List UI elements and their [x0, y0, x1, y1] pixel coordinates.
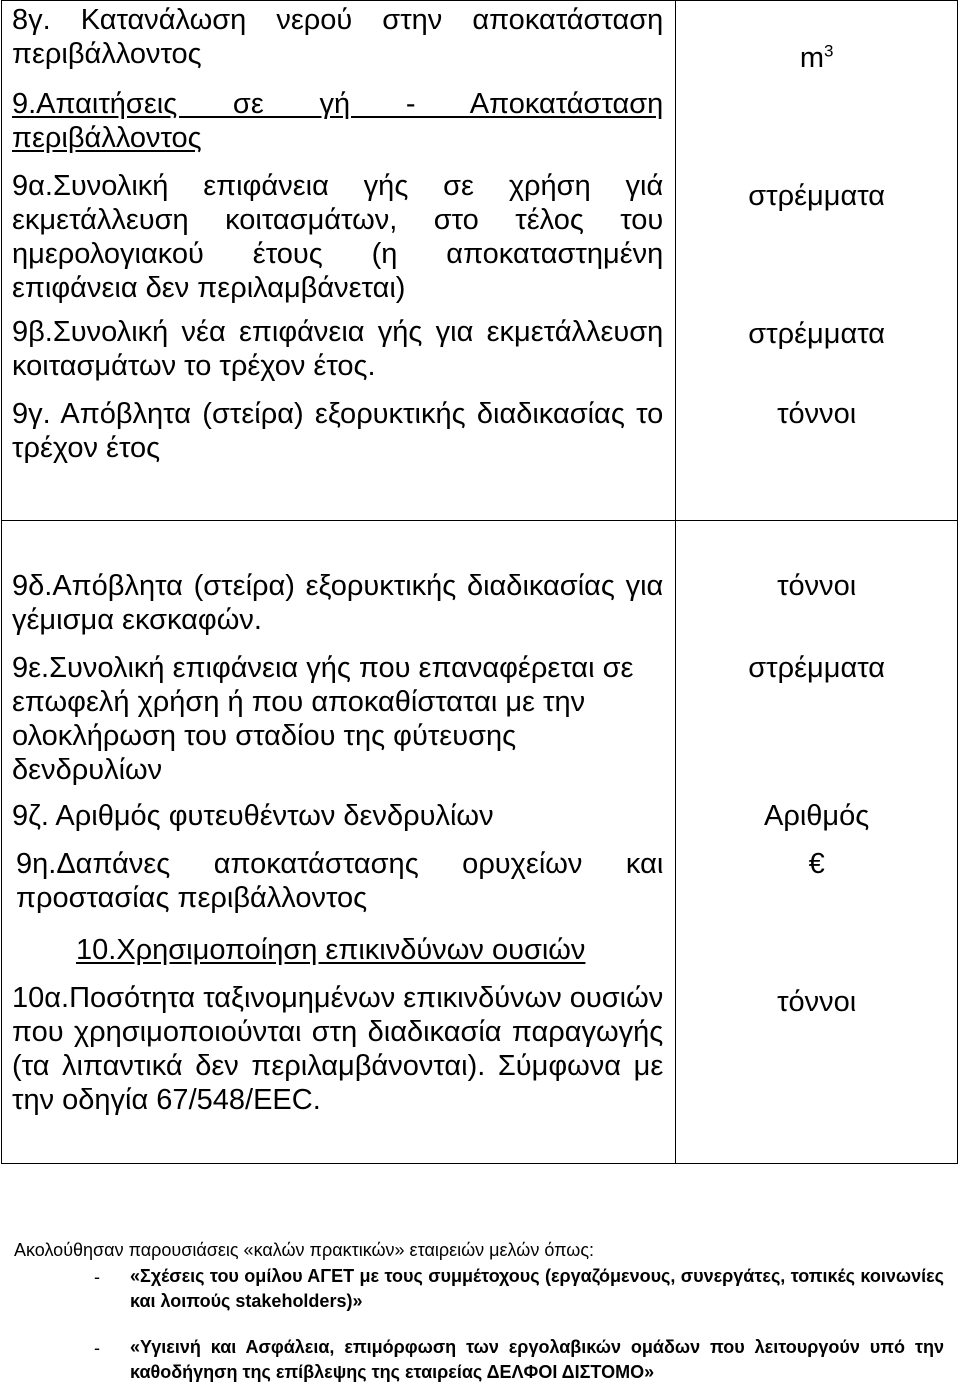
- unit-8g: $m^3$: [799, 41, 834, 74]
- section-9-heading: 9.Απαιτήσεις σε γή - Αποκατάσταση περιβάλλοντος: [12, 88, 664, 154]
- description-cell: [2, 521, 676, 1164]
- item-9z: 9ζ. Αριθμός φυτευθέντων δενδρυλίων: [12, 800, 494, 832]
- item-9c: 9γ. Απόβλητα (στείρα) εξορυκτικής διαδικασίας το τρέχον έτος: [12, 398, 664, 464]
- unit-9a: στρέμματα: [748, 180, 886, 212]
- unit-9z: Αριθμός: [764, 800, 870, 832]
- unit-10a: τόννοι: [777, 986, 857, 1018]
- section-10-heading: 10.Χρησιμοποίηση επικινδύνων ουσιών: [76, 934, 586, 966]
- item-9h: 9η.Δαπάνες αποκατάστασης ορυχείων και προστασίας περιβάλλοντος: [16, 848, 664, 914]
- footer-bullet-2: «Υγιεινή και Ασφάλεια, επιμόρφωση των εργολαβικών ομάδων που λειτουργούν υπό την καθοδήγηση της επίβλεψης της εταιρείας ΔΕΛΦΟΙ ΔΙΣΤΟΜΟ»: [130, 1337, 944, 1382]
- table-row: [2, 1, 958, 521]
- bullet-dash: -: [94, 1267, 100, 1287]
- footer-bullet-1: «Σχέσεις του ομίλου ΑΓΕΤ με τους συμμέτοχους (εργαζόμενους, συνεργάτες, τοπικές κοινωνίες και λοιπούς stakeholders)»: [130, 1266, 944, 1311]
- item-9b: 9β.Συνολική νέα επιφάνεια γής για εκμετάλλευση κοιτασμάτων το τρέχον έτος.: [12, 316, 664, 382]
- unit-9c: τόννοι: [777, 398, 857, 430]
- description-cell: [2, 1, 676, 521]
- item-8g: 8γ. Κατανάλωση νερού στην αποκατάσταση περιβάλλοντος: [12, 4, 664, 70]
- unit-9b: στρέμματα: [748, 318, 886, 350]
- unit-9h: €: [808, 848, 825, 880]
- unit-cell: [676, 1, 958, 521]
- item-9d: 9δ.Απόβλητα (στείρα) εξορυκτικής διαδικασίας για γέμισμα εκσκαφών.: [12, 570, 664, 636]
- footer-intro: Ακολούθησαν παρουσιάσεις «καλών πρακτικών» εταιρειών μελών όπως:: [14, 1240, 594, 1260]
- unit-9d: τόννοι: [777, 570, 857, 602]
- unit-9e: στρέμματα: [748, 652, 886, 684]
- bullet-dash: -: [94, 1338, 100, 1358]
- item-10a: 10α.Ποσότητα ταξινομημένων επικινδύνων ουσιών που χρησιμοποιούνται στη διαδικασία παραγωγής (τα λιπαντικά δεν περιλαμβάνονται). Σύμφωνα με την οδηγία 67/548/EEC.: [12, 982, 664, 1116]
- table-row: [2, 521, 958, 1164]
- requirements-table: [1, 0, 958, 1164]
- unit-cell: [676, 521, 958, 1164]
- item-9e: 9ε.Συνολική επιφάνεια γής που επαναφέρεται σε επωφελή χρήση ή που αποκαθίσταται με την ολοκλήρωση του σταδίου της φύτευσης δενδρυλίων: [12, 652, 634, 786]
- item-9a: 9α.Συνολική επιφάνεια γής σε χρήση γιά εκμετάλλευση κοιτασμάτων, στο τέλος του ημερολογιακού έτους (η αποκαταστημένη επιφάνεια δεν περιλαμβάνεται): [12, 170, 664, 304]
